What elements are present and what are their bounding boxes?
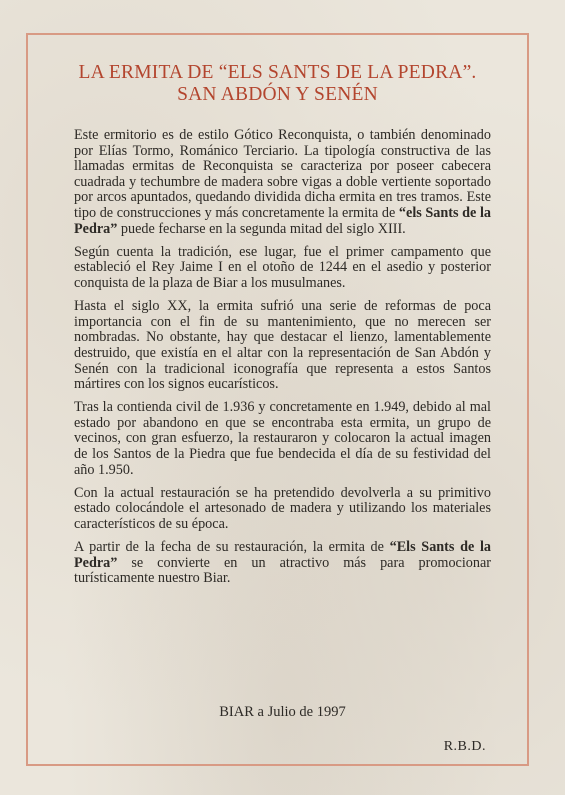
paragraph-2: Según cuenta la tradición, ese lugar, fue el primer campamento que estableció el Rey Jaime I en el otoño de 1244 en el asedio y posterior conquista de la plaza de Biar a los musulmanes.: [74, 243, 491, 291]
paragraph-6-bold: “Els Sants de la Pedra”: [74, 539, 491, 571]
page-title: [40, 62, 515, 106]
paragraph-6-text-c: se convierte en un atractivo más para promocionar turísticamente nuestro Biar.: [74, 554, 491, 587]
date-line: BIAR a Julio de 1997: [219, 704, 346, 720]
paragraph-1-text-a: Este ermitorio es de estilo Gótico Reconquista, o también denominado por Elías Tormo, Románico Terciario. La tipología constructiva de las llamadas ermitas de Reconquista se caracteriza por poseer cabecera cuadrada y techumbre de madera sobre vigas a doble vertiente soportado por arcos apuntados, quedando dividida dicha ermita en tres tramos. Este tipo de construcciones y más concretamente la ermita de: [74, 127, 491, 221]
paragraph-1: [74, 128, 491, 237]
body-text: [74, 128, 491, 595]
paragraph-1-text-c: puede fecharse en la segunda mitad del siglo XIII.: [117, 220, 406, 237]
signature: R.B.D.: [443, 739, 486, 754]
paragraph-6: [74, 540, 491, 587]
paragraph-4: Tras la contienda civil de 1.936 y concretamente en 1.949, debido al mal estado por abandono en que se encontraba esta ermita, un grupo de vecinos, con gran esfuerzo, la restauraron y colocaron la actual imagen de los Santos de la Piedra que fue bendecida el día de su festividad del año 1.950.: [74, 399, 491, 478]
paragraph-5: Con la actual restauración se ha pretendido devolverla a su primitivo estado colocándole el artesonado de madera y utilizando los materiales característicos de su época.: [74, 484, 491, 533]
paragraph-1-bold: “els Sants de la Pedra”: [74, 204, 491, 237]
paragraph-3: Hasta el siglo XX, la ermita sufrió una serie de reformas de poca importancia con el fin de su mantenimiento, que no merecen ser nombradas. No obstante, hay que destacar el lienzo, lamentablemente destruido, que existía en el altar con la representación de San Abdón y Senén con la tradicional iconografía que representa a estos Santos mártires con los signos eucarísticos.: [74, 298, 491, 393]
title-line-2: SAN ABDÓN Y SENÉN: [177, 84, 378, 105]
title-line-1: LA ERMITA DE “ELS SANTS DE LA PEDRA”.: [78, 62, 477, 83]
paragraph-6-text-a: A partir de la fecha de su restauración, la ermita de: [74, 539, 390, 556]
